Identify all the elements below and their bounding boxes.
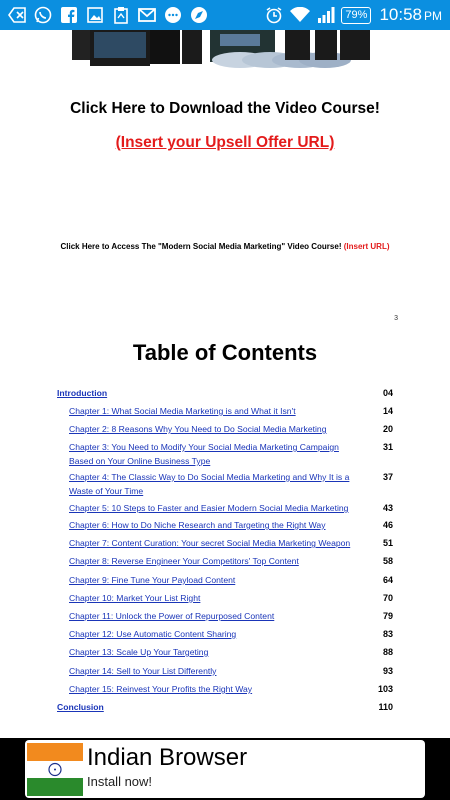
ad-card[interactable] — [25, 740, 425, 798]
toc-entry-label[interactable]: Chapter 1: What Social Media Marketing is and What it Isn't — [69, 406, 296, 416]
toc-entry-page: 83 — [382, 629, 393, 639]
toc-entry-label[interactable]: Chapter 5: 10 Steps to Faster and Easier Modern Social Media Marketing — [69, 503, 349, 513]
toc-entry-page: 46 — [382, 520, 393, 530]
document-page[interactable] — [0, 30, 450, 738]
ad-title[interactable]: Indian Browser — [87, 744, 248, 771]
india-flag-icon — [27, 743, 83, 796]
toc-entry-page: 64 — [382, 575, 393, 585]
download-course-link[interactable]: Click Here to Download the Video Course! — [70, 100, 380, 117]
toc-entry-label[interactable]: Chapter 4: The Classic Way to Do Social Media Marketing and Why It is a Waste of Your Time — [69, 472, 350, 496]
toc-entry-page: 37 — [382, 472, 393, 482]
ad-banner[interactable] — [0, 738, 450, 800]
toc-entry-label[interactable]: Chapter 2: 8 Reasons Why You Need to Do Social Media Marketing — [69, 424, 327, 434]
wifi-icon — [289, 4, 311, 26]
toc-entry-label[interactable]: Chapter 11: Unlock the Power of Repurposed Content — [69, 611, 275, 621]
toc-entry-page: 04 — [382, 388, 393, 398]
toc-entry-page: 43 — [382, 503, 393, 513]
page-number: 3 — [394, 315, 398, 322]
toc-entry-page: 58 — [382, 556, 393, 566]
alarm-icon — [263, 4, 285, 26]
toc-entry-label[interactable]: Chapter 9: Fine Tune Your Payload Content — [69, 575, 236, 585]
toc-entry-page: 70 — [382, 593, 393, 603]
toc-entry-label[interactable]: Chapter 7: Content Curation: Your secret Social Media Marketing Weapon — [69, 538, 351, 548]
toc-entry-page: 103 — [377, 684, 393, 694]
access-course-text[interactable]: Click Here to Access The "Modern Social Media Marketing" Video Course! (Insert URL) — [60, 242, 390, 251]
toc-entry-label[interactable]: Chapter 8: Reverse Engineer Your Competitors' Top Content — [69, 556, 299, 566]
toc-entry-label[interactable]: Chapter 14: Sell to Your List Differently — [69, 666, 217, 676]
product-image — [60, 30, 380, 70]
status-bar — [0, 0, 450, 30]
toc-entry-label[interactable]: Chapter 10: Market Your List Right — [69, 593, 201, 603]
toc-entry-label[interactable]: Chapter 3: You Need to Modify Your Social Media Marketing Campaign Based on Your Online Business Type — [69, 442, 339, 466]
toc-entry-page: 88 — [382, 647, 393, 657]
facebook-icon — [58, 4, 80, 26]
toc-entry-page: 79 — [382, 611, 393, 621]
toc-entry-page: 93 — [382, 666, 393, 676]
toc-entry-page: 14 — [382, 406, 393, 416]
toc-entry-label[interactable]: Chapter 15: Reinvest Your Profits the Right Way — [69, 684, 253, 694]
toc-entry-page: 20 — [382, 424, 393, 434]
gmail-icon — [136, 4, 158, 26]
toc-entry-page: 51 — [382, 538, 393, 548]
compass-icon — [188, 4, 210, 26]
chat-icon — [162, 4, 184, 26]
toc-entry-label[interactable]: Chapter 6: How to Do Niche Research and Targeting the Right Way — [69, 520, 326, 530]
upsell-offer-link[interactable]: (Insert your Upsell Offer URL) — [115, 134, 335, 151]
gallery-icon — [84, 4, 106, 26]
toc-entry-label[interactable]: Chapter 12: Use Automatic Content Sharing — [69, 629, 237, 639]
ad-install-cta[interactable]: Install now! — [87, 774, 153, 789]
clipboard-icon — [110, 4, 132, 26]
insert-url-link[interactable]: (Insert URL) — [343, 242, 390, 251]
signal-icon — [315, 4, 337, 26]
toc-entry-page: 110 — [378, 702, 393, 712]
battery-indicator: 79% — [341, 7, 371, 24]
toc-title: Table of Contents — [132, 340, 318, 365]
toc-entry-label[interactable]: Introduction — [57, 388, 108, 398]
back-box-icon — [6, 4, 28, 26]
toc-entry-label[interactable]: Chapter 13: Scale Up Your Targeting — [69, 647, 209, 657]
toc-entry-page: 31 — [382, 442, 393, 452]
clock: 10:58 PM — [379, 5, 442, 24]
whatsapp-icon — [32, 4, 54, 26]
toc-entry-label[interactable]: Conclusion — [57, 702, 104, 712]
